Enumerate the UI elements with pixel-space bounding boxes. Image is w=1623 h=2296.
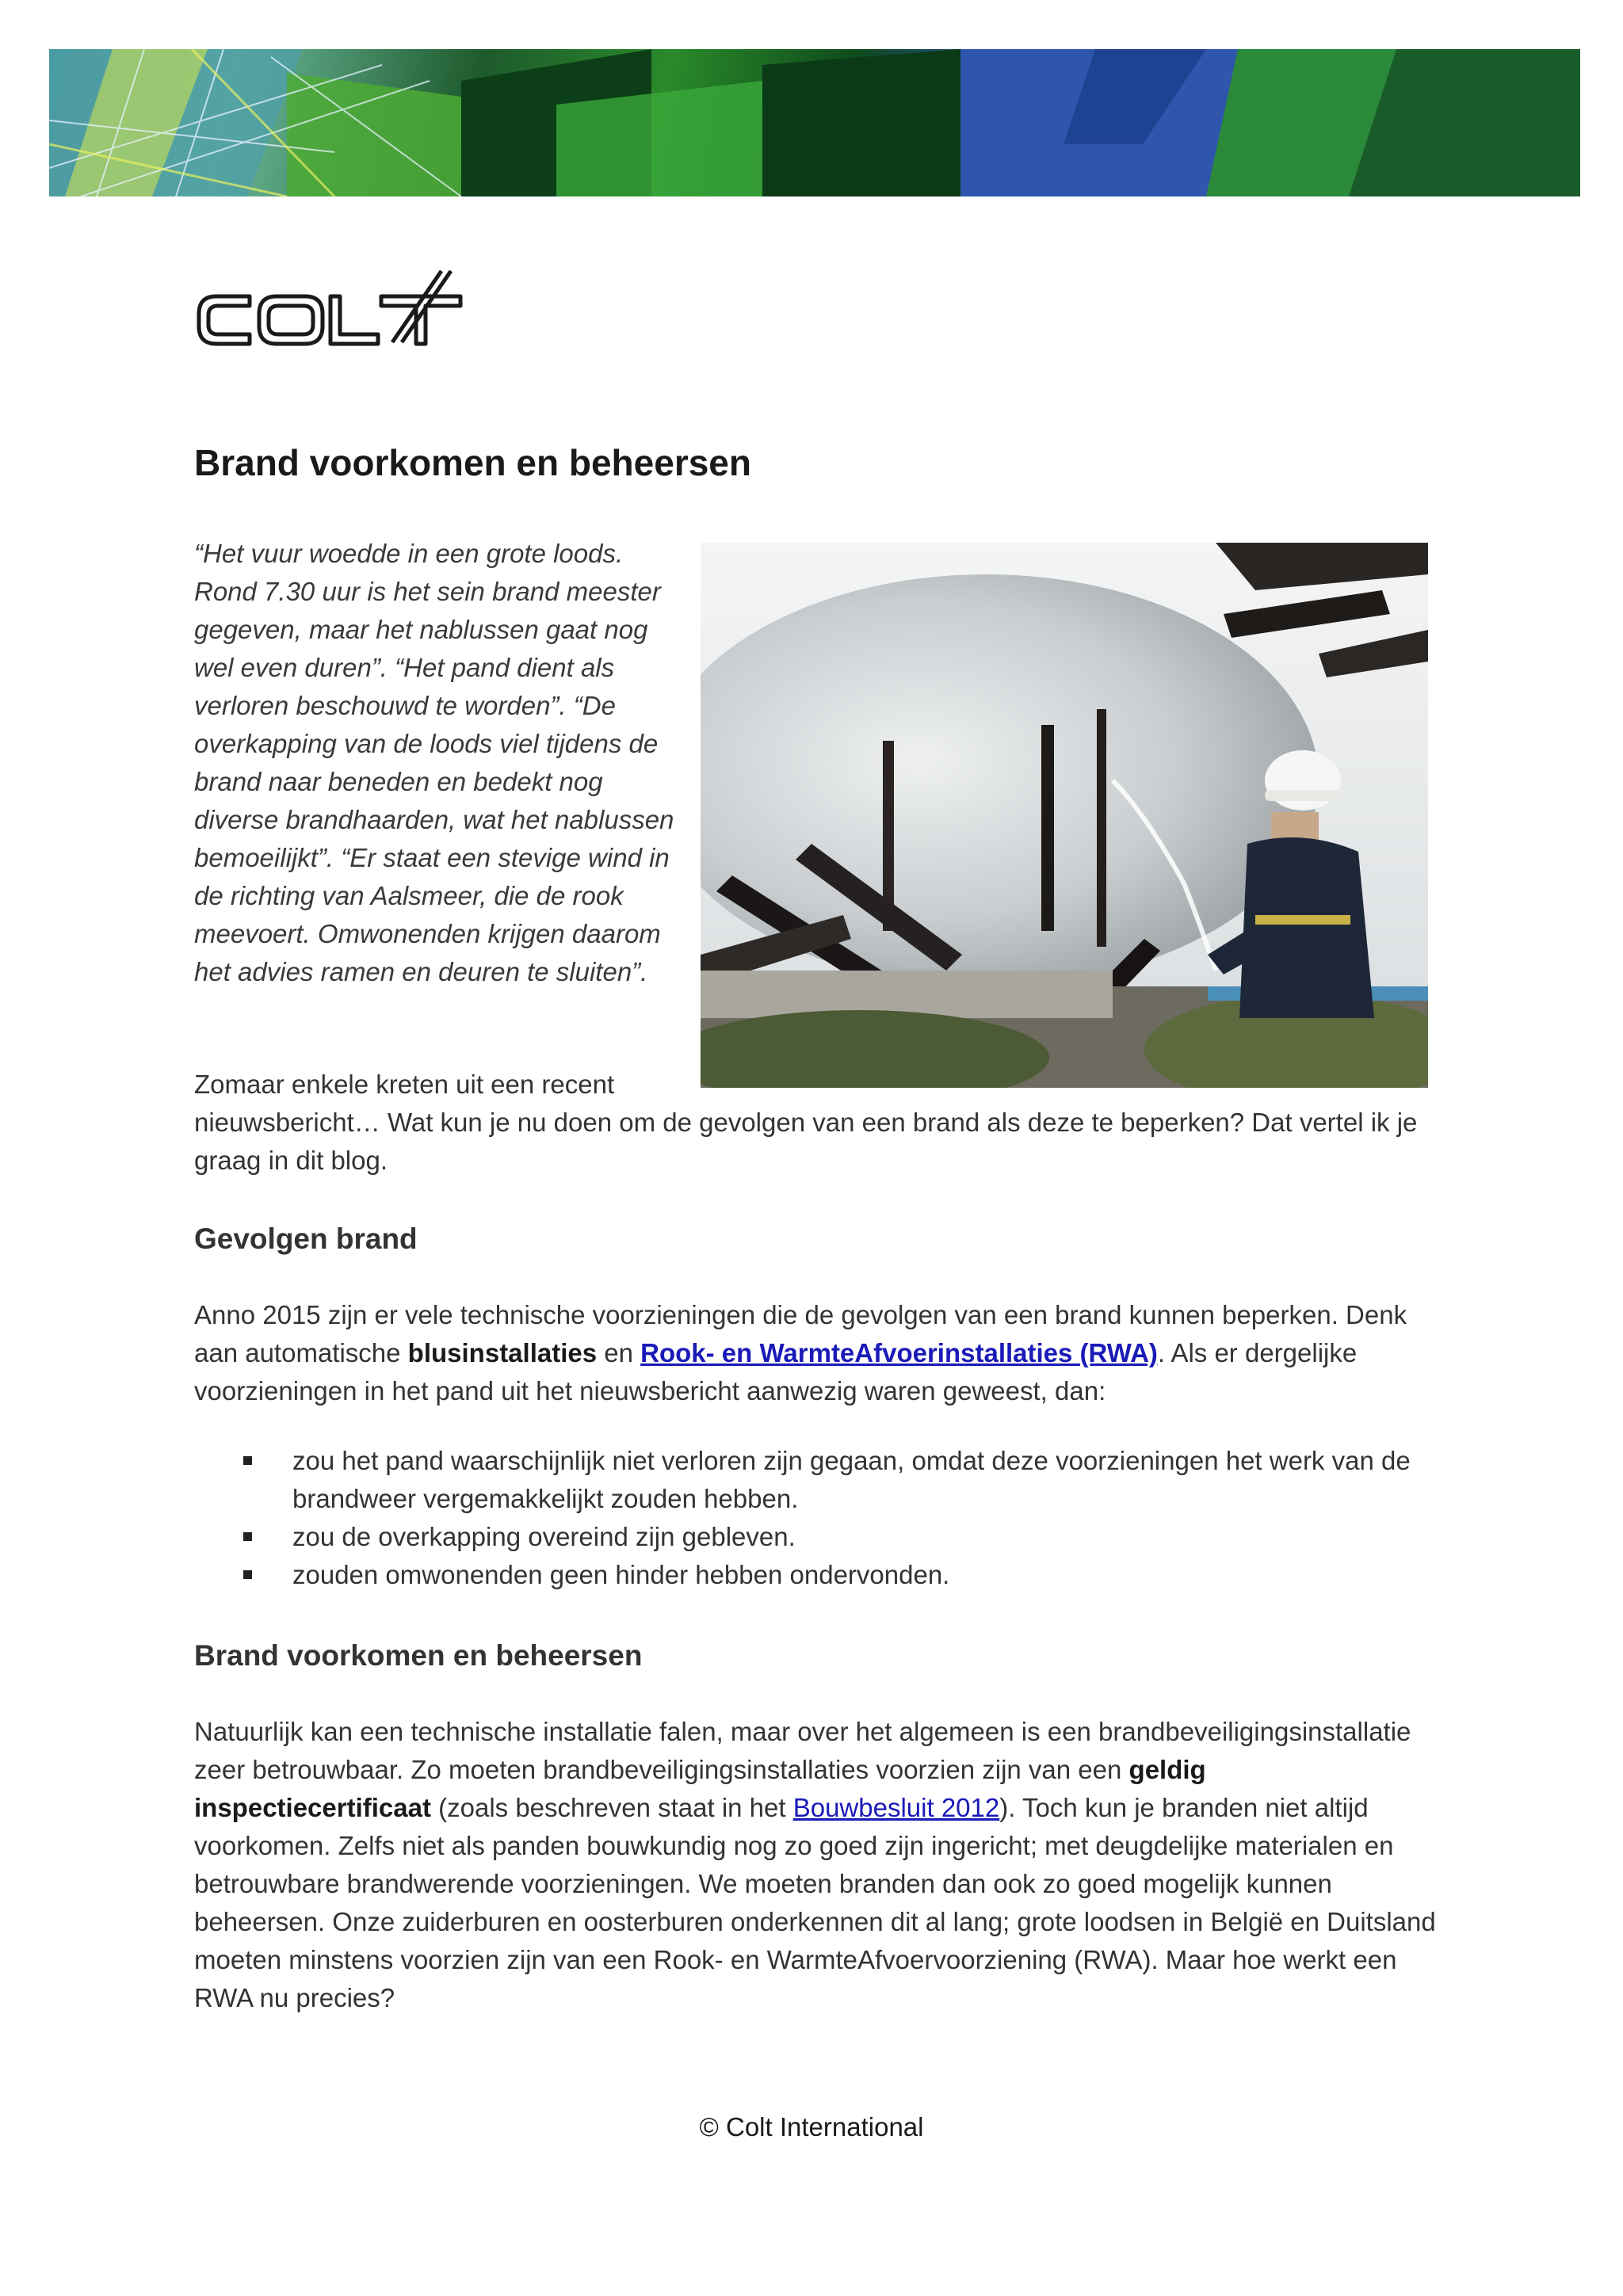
intro-rest: nieuwsbericht… Wat kun je nu doen om de gevolgen van een brand als deze te beperken? Dat vertel ik je graag in dit blog. <box>194 1108 1418 1175</box>
consequences-list <box>194 1442 1446 1594</box>
page-title: Brand voorkomen en beheersen <box>194 442 751 483</box>
intro-paragraph <box>194 1066 1446 1180</box>
section1-text-mid: en <box>597 1338 641 1367</box>
list-item <box>194 1556 1446 1594</box>
list-item-text: zou het pand waarschijnlijk niet verloren zijn gegaan, omdat deze voorzieningen het werk van de brandweer vergemakkelijkt zouden hebben. <box>292 1446 1411 1513</box>
colt-logo-graphic <box>194 268 464 355</box>
colt-logo <box>194 268 464 359</box>
bullet-icon <box>243 1456 252 1465</box>
bullet-icon <box>243 1570 252 1579</box>
banner-graphic <box>49 49 1580 196</box>
section1-paragraph <box>194 1296 1446 1410</box>
footer-copyright: © Colt International <box>699 2112 924 2142</box>
bouwbesluit-link[interactable]: Bouwbesluit 2012 <box>792 1793 1000 1822</box>
fire-photo-graphic <box>701 543 1428 1088</box>
rwa-link[interactable]: Rook- en WarmteAfvoerinstallaties (RWA) <box>640 1338 1158 1367</box>
intro-line-1: Zomaar enkele kreten uit een recent <box>194 1070 615 1099</box>
section2-paragraph <box>194 1713 1446 2017</box>
section2-text-3: ). Toch kun je branden niet altijd voorkomen. Zelfs niet als panden bouwkundig nog zo goed zijn ingericht; met deugdelijke materialen en betrouwbare brandwerende voorzieningen. We moeten branden dan ook zo goed mogelijk kunnen beheersen. Onze zuiderburen en oosterburen onderkennen dit al lang; grote loodsen in België en Duitsland moeten minstens voorzien zijn van een Rook- en WarmteAfvoervoorziening (RWA). Maar hoe werkt een RWA nu precies? <box>194 1793 1436 2012</box>
inspectiecertificaat-bold: geldig inspectiecertificaat <box>194 1755 1206 1822</box>
section-heading-gevolgen: Gevolgen brand <box>194 1222 418 1255</box>
list-item <box>194 1442 1446 1518</box>
list-item-text: zouden omwonenden geen hinder hebben ondervonden. <box>292 1560 950 1589</box>
list-item <box>194 1518 1446 1556</box>
header-banner <box>49 49 1580 196</box>
section2-text-1: Natuurlijk kan een technische installatie falen, maar over het algemeen is een brandbeveiligingsinstallatie zeer betrouwbaar. Zo moeten brandbeveiligingsinstallaties voorzien zijn van een <box>194 1717 1411 1784</box>
section2-text-2: (zoals beschreven staat in het <box>430 1793 793 1822</box>
blusinstallaties-bold: blusinstallaties <box>407 1338 598 1367</box>
list-item-text: zou de overkapping overeind zijn gebleven. <box>292 1522 796 1551</box>
fire-photo <box>701 543 1428 1088</box>
section-heading-beheersen: Brand voorkomen en beheersen <box>194 1639 643 1672</box>
bullet-icon <box>243 1532 252 1541</box>
news-quote: “Het vuur woedde in een grote loods. Rond 7.30 uur is het sein brand meester gegeven, maar het nablussen gaat nog wel even duren”. “Het pand dient als verloren beschouwd te worden”. “De overkapping van de loods viel tijdens de brand naar beneden en bedekt nog diverse brandhaarden, wat het nablussen bemoeilijkt”. “Er staat een stevige wind in de richting van Aalsmeer, die de rook meevoert. Omwonenden krijgen daarom het advies ramen en deuren te sluiten”. <box>194 539 674 986</box>
section1-text-after: . Als er dergelijke voorzieningen in het pand uit het nieuwsbericht aanwezig waren geweest, dan: <box>194 1338 1358 1405</box>
section1-text-before: Anno 2015 zijn er vele technische voorzieningen die de gevolgen van een brand kunnen beperken. Denk aan automatische <box>194 1300 1407 1367</box>
